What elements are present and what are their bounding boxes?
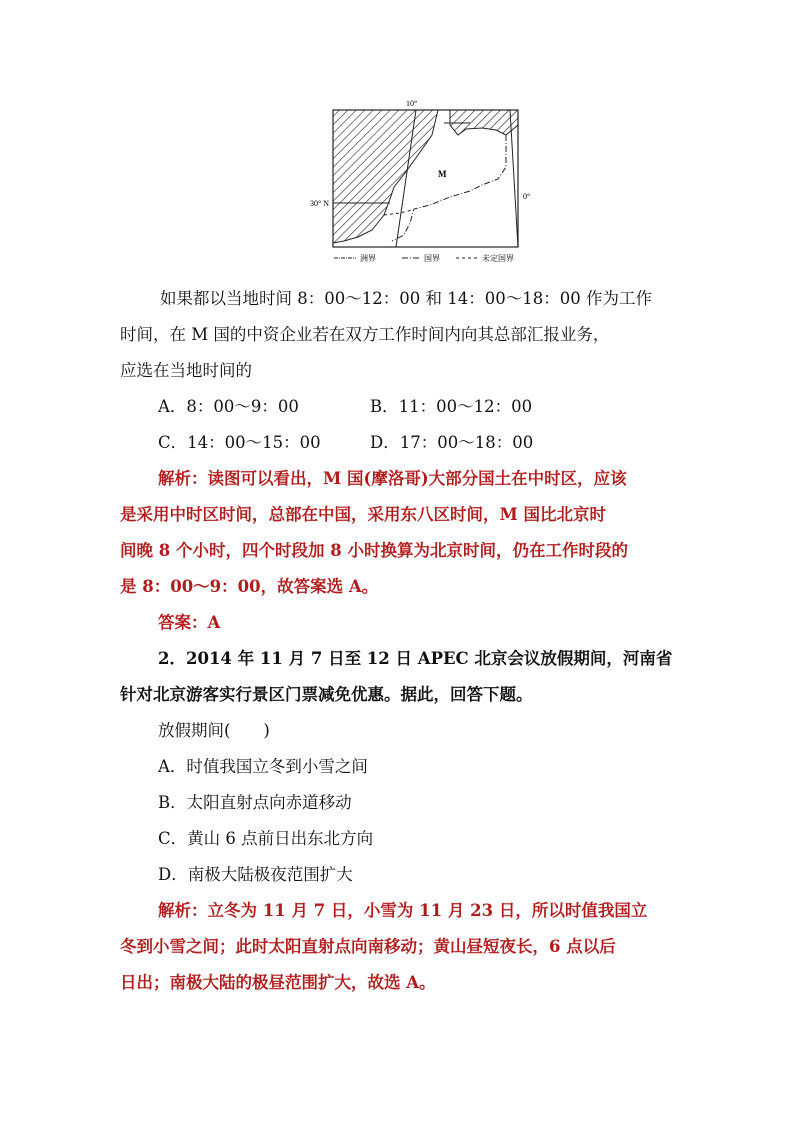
q1-stem-line-2: 时间，在 M 国的中资企业若在双方工作时间内向其总部汇报业务， [120, 325, 610, 344]
legend-undetermined: 未定国界 [482, 254, 514, 263]
map-figure [310, 95, 535, 265]
q2-option-d: D．南极大陆极夜范围扩大 [158, 865, 353, 884]
label-lon-0: 0° [523, 192, 531, 201]
q2-question: 放假期间( ) [158, 721, 270, 740]
label-lon-10: 10° [406, 99, 418, 108]
q2-stem-line-1: 2．2014 年 11 月 7 日至 12 日 APEC 北京会议放假期间，河南省 [158, 649, 673, 668]
q1-analysis-line-2: 是采用中时区时间，总部在中国，采用东八区时间，M 国比北京时 [120, 505, 607, 524]
q2-analysis-line-1 [158, 901, 647, 921]
label-lat-30n: 30° N [310, 199, 329, 208]
q2-analysis-title: 解析 [158, 901, 191, 920]
q2-option-a: A．时值我国立冬到小雪之间 [158, 757, 368, 776]
q1-analysis-text-1: ：读图可以看出，M 国(摩洛哥)大部分国土在中时区，应该 [191, 469, 627, 488]
q2-stem-line-2: 针对北京游客实行景区门票减免优惠。据此，回答下题。 [120, 685, 533, 704]
q1-answer [158, 613, 220, 633]
q2-option-c: C．黄山 6 点前日出东北方向 [158, 829, 374, 848]
q1-analysis-line-3: 间晚 8 个小时，四个时段加 8 小时换算为北京时间，仍在工作时段的 [120, 541, 628, 560]
q2-analysis-line-2: 冬到小雪之间；此时太阳直射点向南移动；黄山昼短夜长，6 点以后 [120, 937, 616, 956]
label-country-m: M [438, 169, 447, 179]
q1-option-c: C．14：00～15：00 [158, 433, 321, 452]
q1-option-a: A．8：00～9：00 [158, 397, 299, 416]
q1-analysis-title: 解析 [158, 469, 191, 488]
legend-national: 国界 [424, 254, 440, 263]
q1-analysis-line-4: 是 8：00～9：00，故答案选 A。 [120, 577, 379, 596]
q2-analysis-line-3: 日出；南极大陆的极昼范围扩大，故选 A。 [120, 973, 436, 992]
legend-continent: 洲界 [360, 254, 376, 263]
q1-answer-label: 答案 [158, 613, 191, 632]
q1-analysis-line-1 [158, 469, 627, 489]
q1-answer-value: ：A [191, 613, 221, 632]
q2-option-b: B．太阳直射点向赤道移动 [158, 793, 352, 812]
q2-analysis-text-1: ：立冬为 11 月 7 日，小雪为 11 月 23 日，所以时值我国立 [191, 901, 648, 920]
q1-stem-line-3: 应选在当地时间的 [120, 361, 252, 380]
q1-stem-line-1: 如果都以当地时间 8：00～12：00 和 14：00～18：00 作为工作 [160, 289, 652, 308]
q1-option-d: D．17：00～18：00 [370, 433, 534, 452]
q1-option-b: B．11：00～12：00 [370, 397, 533, 416]
